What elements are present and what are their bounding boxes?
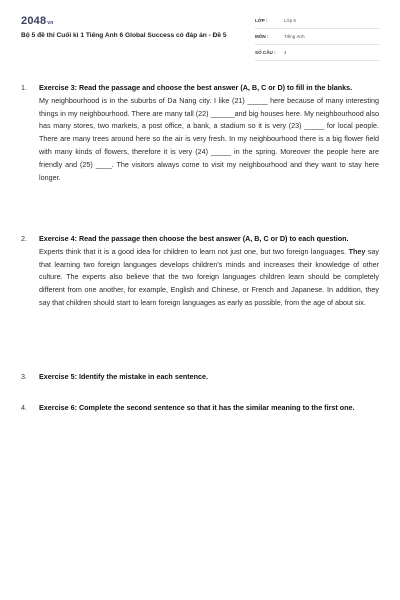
- logo-suffix: vn: [47, 20, 54, 26]
- passage-text: Experts think that it is a good idea for children to learn not just one, but two foreign languages.: [39, 246, 349, 256]
- meta-key: SỐ CÂU :: [255, 50, 276, 55]
- meta-key: LỚP :: [255, 18, 268, 23]
- question-number: 3.: [21, 372, 27, 381]
- passage-emphasis: They: [348, 246, 366, 256]
- question-title: Exercise 5: Identify the mistake in each sentence.: [39, 372, 208, 381]
- question-title: Exercise 6: Complete the second sentence so that it has the similar meaning to the first one.: [39, 403, 355, 412]
- question-title: Exercise 4: Read the passage then choose the best answer (A, B, C or D) to each question.: [39, 234, 349, 243]
- meta-box: [255, 13, 380, 61]
- meta-value: Lớp 6: [284, 18, 296, 23]
- question-passage: [39, 246, 379, 310]
- meta-key: MÔN :: [255, 34, 269, 39]
- meta-row-subject: [255, 29, 380, 45]
- meta-row-count: [255, 45, 380, 61]
- question-title: Exercise 3: Read the passage and choose the best answer (A, B, C or D) to fill in the blanks.: [39, 83, 353, 92]
- meta-row-class: [255, 13, 380, 29]
- question-number: 2.: [21, 234, 27, 243]
- meta-value: Tiếng Anh: [284, 34, 305, 39]
- meta-value: 4: [284, 50, 287, 55]
- question-number: 4.: [21, 403, 27, 412]
- logo-text: 2048: [21, 15, 47, 27]
- site-logo[interactable]: [21, 15, 54, 27]
- document-header: [0, 0, 400, 60]
- question-number: 1.: [21, 83, 27, 92]
- document-title: Bộ 5 đề thi Cuối kì 1 Tiếng Anh 6 Global Success có đáp án - Đề 5: [21, 32, 227, 39]
- question-passage: My neighbourhood is in the suburbs of Da Nang city. I like (21) _____ here because of many interesting things in my neighbourhood. There are many tall (22) ______and big houses here. My neighbourhood also has many stores, two markets, a post office, a bank, a stadium so it is very (23) _____ for local people. There are many trees around here so the air is very fresh. In my neighbourhood there is a big flower field with many kinds of flowers, therefore it is very (24) _____ in the spring. Moreover the people here are friendly and (25) ____. The visitors always come to visit my neighbourhood and they want to stay here longer.: [39, 95, 379, 182]
- passage-text: say that learning two foreign languages develops children's minds and increases their knowledge of other culture. The experts also believe that the two foreign languages children learn should be completely different from one another, for example, English and Chinese, or French and Japanese. In addition, they say that children should start to learn foreign languages as early as possible, from the age of about six.: [39, 246, 379, 307]
